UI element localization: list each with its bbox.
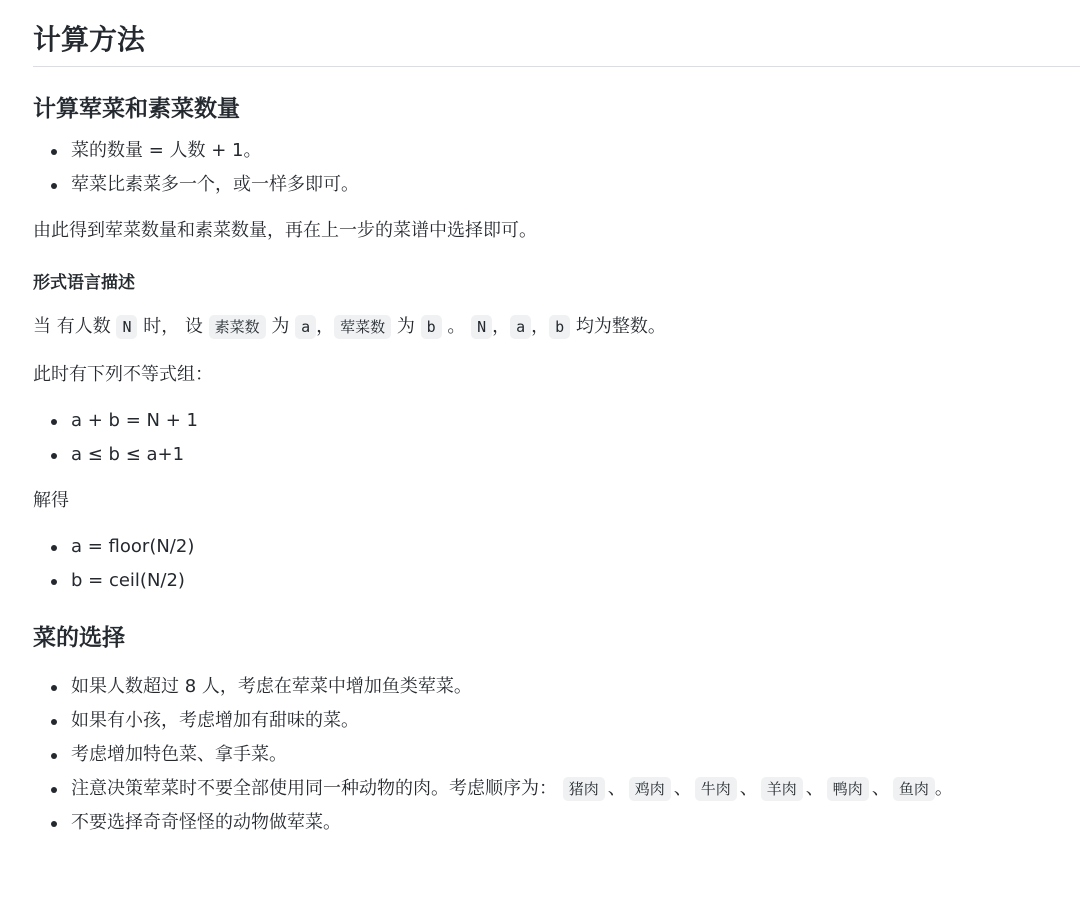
separator: 、 xyxy=(673,778,692,799)
list-item: 菜的数量 = 人数 + 1。 xyxy=(71,134,1080,168)
separator: 、 xyxy=(739,778,758,799)
code-veg-count: 素菜数 xyxy=(209,315,266,339)
text-span: 为 xyxy=(265,316,296,337)
list-item: a + b = N + 1 xyxy=(71,404,1080,438)
text-span: ， xyxy=(531,316,550,337)
code-meat-fish: 鱼肉 xyxy=(893,777,935,801)
code-n: N xyxy=(116,315,137,339)
separator: 、 xyxy=(805,778,824,799)
code-meat-lamb: 羊肉 xyxy=(761,777,803,801)
separator: 、 xyxy=(871,778,890,799)
code-b: b xyxy=(549,315,570,339)
formal-sentence xyxy=(33,312,1080,342)
text-span: 。 xyxy=(441,316,472,337)
list-item: 荤菜比素菜多一个，或一样多即可。 xyxy=(71,168,1080,202)
heading-formal-description: 形式语言描述 xyxy=(33,273,135,293)
list-item: 考虑增加特色菜、拿手菜。 xyxy=(71,738,1080,772)
list-item: a = floor(N/2) xyxy=(71,530,1080,564)
list-item: b = ceil(N/2) xyxy=(71,564,1080,598)
solve-label: 解得 xyxy=(33,490,69,511)
code-meat-pork: 猪肉 xyxy=(563,777,605,801)
list-item: 如果人数超过 8 人，考虑在荤菜中增加鱼类荤菜。 xyxy=(71,670,1080,704)
code-meat-duck: 鸭肉 xyxy=(827,777,869,801)
list-item: 不要选择奇奇怪怪的动物做荤菜。 xyxy=(71,806,1080,840)
heading-calc-counts: 计算荤菜和素菜数量 xyxy=(33,96,240,122)
list-item-meat-order xyxy=(71,772,1080,806)
text-span: ， xyxy=(316,316,335,337)
count-rules-list xyxy=(33,134,1080,202)
title-divider xyxy=(33,66,1080,67)
text-span: 注意决策荤菜时不要全部使用同一种动物的肉。考虑顺序为： xyxy=(71,778,557,799)
page-title: 计算方法 xyxy=(33,23,146,56)
heading-dish-selection: 菜的选择 xyxy=(33,625,125,651)
text-span: 为 xyxy=(391,316,421,337)
code-n: N xyxy=(471,315,492,339)
separator: 、 xyxy=(607,778,626,799)
inequality-intro: 此时有下列不等式组： xyxy=(33,364,213,385)
list-item: a ≤ b ≤ a+1 xyxy=(71,438,1080,472)
text-span: ， xyxy=(492,316,511,337)
summary-paragraph: 由此得到荤菜数量和素菜数量，再在上一步的菜谱中选择即可。 xyxy=(33,220,537,241)
text-span: 当 有人数 xyxy=(33,316,117,337)
text-span: 。 xyxy=(934,778,953,799)
text-span: 均为整数。 xyxy=(570,316,666,337)
code-meat-beef: 牛肉 xyxy=(695,777,737,801)
code-b: b xyxy=(421,315,442,339)
code-a: a xyxy=(295,315,316,339)
code-meat-count: 荤菜数 xyxy=(334,315,391,339)
list-item: 如果有小孩，考虑增加有甜味的菜。 xyxy=(71,704,1080,738)
code-meat-chicken: 鸡肉 xyxy=(629,777,671,801)
code-a: a xyxy=(510,315,531,339)
dish-selection-list xyxy=(33,670,1080,840)
text-span: 时， 设 xyxy=(137,316,209,337)
inequality-list xyxy=(33,404,1080,472)
solution-list xyxy=(33,530,1080,598)
